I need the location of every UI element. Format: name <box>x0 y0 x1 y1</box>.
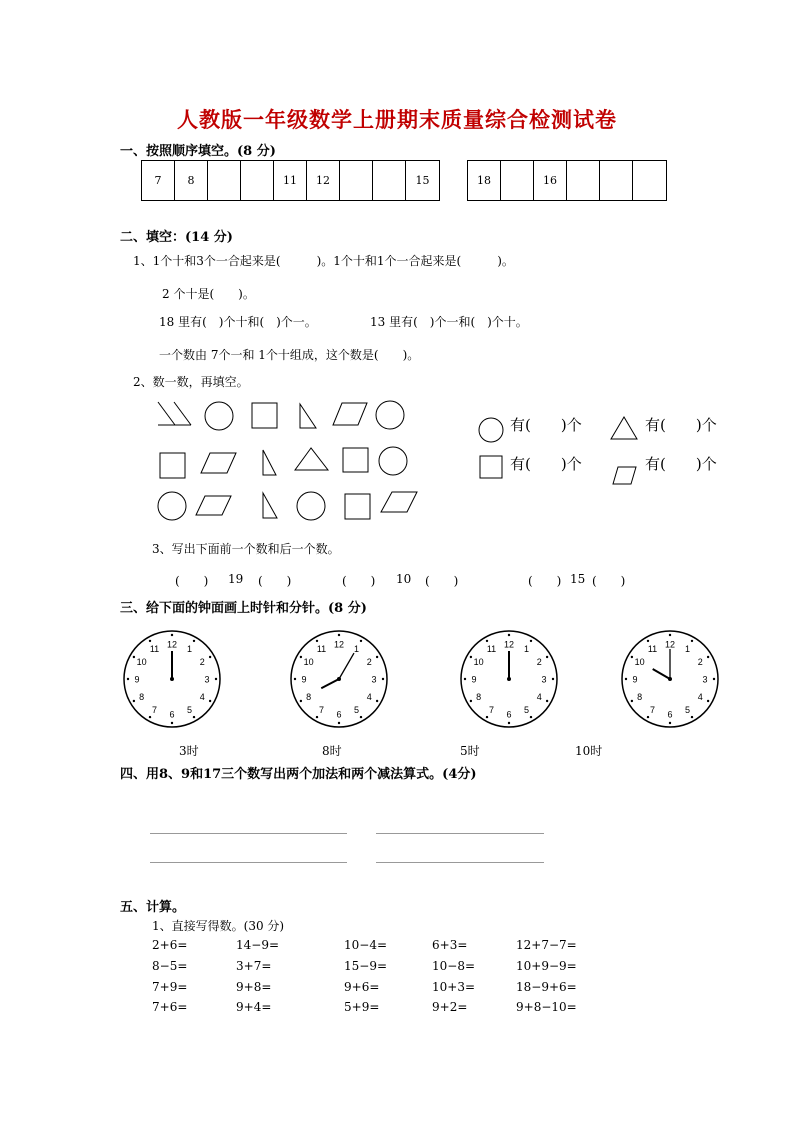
fill-line-3a: 18 里有( )个十和( )个一。 <box>159 315 317 329</box>
clock-tick <box>546 656 548 658</box>
section-1-heading: 一、按照顺序填空。(8 分) <box>120 144 276 159</box>
clock-tick <box>647 640 649 642</box>
arithmetic-item: 8−5= <box>152 959 188 973</box>
clock-tick <box>209 656 211 658</box>
sequence-a-cell: 7 <box>142 161 175 200</box>
arithmetic-item: 15−9= <box>344 959 388 973</box>
clock-numeral: 4 <box>366 692 372 702</box>
count-instruction: 2、数一数，再填空。 <box>133 375 249 389</box>
clock-tick <box>647 716 649 718</box>
clock-tick <box>316 716 318 718</box>
minute-hand <box>339 653 354 679</box>
clock-tick <box>486 716 488 718</box>
arithmetic-item: 9+6= <box>344 980 380 994</box>
clock-tick <box>376 700 378 702</box>
neighbor-2-pre: ( ) <box>342 574 376 588</box>
clock-numeral: 11 <box>316 644 327 655</box>
section-5-heading: 五、计算。 <box>120 900 186 915</box>
clock-tick <box>133 656 135 658</box>
clock-tick <box>171 634 173 636</box>
clock-numeral: 1 <box>523 644 530 655</box>
fill-line-3b: 13 里有( )个一和( )个十。 <box>370 315 528 329</box>
count-triangle-label: 有( )个 <box>645 416 717 434</box>
clock-numeral: 8 <box>306 692 312 702</box>
answer-line-4[interactable] <box>376 862 544 863</box>
clock-numeral: 8 <box>139 692 145 702</box>
clock-numeral: 3 <box>541 674 547 685</box>
clock-numeral: 4 <box>199 692 205 702</box>
clock-tick <box>707 700 709 702</box>
clock-numeral: 5 <box>186 704 193 715</box>
clock-numeral: 9 <box>134 674 140 685</box>
clock-numeral: 5 <box>353 704 360 715</box>
clock-tick <box>546 700 548 702</box>
neighbor-3-pre: ( ) <box>528 574 562 588</box>
clock-numeral: 2 <box>199 657 205 667</box>
clock-tick <box>631 700 633 702</box>
arithmetic-item: 5+9= <box>344 1000 380 1014</box>
answer-line-3[interactable] <box>150 862 347 863</box>
clock-tick <box>464 678 466 680</box>
section-3-heading: 三、给下面的钟面画上时针和分针。(8 分) <box>120 601 367 616</box>
neighbor-instruction: 3、写出下面前一个数和后一个数。 <box>152 542 340 556</box>
clock-tick <box>530 716 532 718</box>
clock-numeral: 7 <box>649 704 656 715</box>
page-title: 人教版一年级数学上册期末质量综合检测试卷 <box>177 107 617 132</box>
clock-numeral: 6 <box>667 709 673 720</box>
clock-numeral: 4 <box>536 692 542 702</box>
clock-numeral: 9 <box>471 674 477 685</box>
clock-tick <box>193 716 195 718</box>
clock-tick <box>193 640 195 642</box>
clock-numeral: 2 <box>536 657 542 667</box>
clock-numeral: 3 <box>702 674 708 685</box>
clock-tick <box>171 722 173 724</box>
count-square-label: 有( )个 <box>510 455 582 473</box>
clock-tick <box>209 700 211 702</box>
clock-tick <box>508 634 510 636</box>
clock-numeral: 6 <box>506 709 512 720</box>
clock-face[interactable] <box>124 631 220 727</box>
count-circle-label: 有( )个 <box>510 416 582 434</box>
clock-numeral: 3 <box>204 674 210 685</box>
clock-numeral: 11 <box>149 644 160 655</box>
sequence-a-cell: 8 <box>175 161 208 200</box>
arithmetic-item: 12+7−7= <box>516 938 577 952</box>
arithmetic-item: 9+8= <box>236 980 272 994</box>
arithmetic-item: 9+2= <box>432 1000 468 1014</box>
sequence-b-cell: 16 <box>534 161 567 200</box>
clock-numeral: 10 <box>473 657 484 667</box>
arithmetic-item: 7+9= <box>152 980 188 994</box>
clock-numeral: 11 <box>647 644 658 655</box>
clock-numeral: 2 <box>697 657 703 667</box>
fill-line-2: 2 个十是( )。 <box>162 287 255 301</box>
clock-face[interactable] <box>622 631 718 727</box>
clock-tick <box>316 640 318 642</box>
clock-numeral: 8 <box>476 692 482 702</box>
answer-line-2[interactable] <box>376 833 544 834</box>
clock-numeral: 6 <box>169 709 175 720</box>
clock-tick <box>338 722 340 724</box>
clock-tick <box>470 700 472 702</box>
clock-tick <box>691 640 693 642</box>
clock-center <box>170 677 174 681</box>
arithmetic-item: 10−8= <box>432 959 476 973</box>
clock-tick <box>486 640 488 642</box>
clock-tick <box>713 678 715 680</box>
clock-tick <box>215 678 217 680</box>
neighbor-1-number: 19 <box>228 572 244 586</box>
sequence-a-cell: 15 <box>415 174 430 187</box>
clock-tick <box>669 634 671 636</box>
clock-tick <box>470 656 472 658</box>
clock-tick <box>127 678 129 680</box>
clock-numeral: 5 <box>684 704 691 715</box>
clock-face[interactable] <box>291 631 387 727</box>
arithmetic-item: 10−4= <box>344 938 388 952</box>
calc-instruction: 1、直接写得数。(30 分) <box>152 919 285 933</box>
clock-numeral: 8 <box>637 692 643 702</box>
fill-line-4: 一个数由 7个一和 1个十组成，这个数是( )。 <box>159 348 420 362</box>
neighbor-2-number: 10 <box>396 572 412 586</box>
clock-tick <box>707 656 709 658</box>
clock-numeral: 6 <box>336 709 342 720</box>
clock-numeral: 12 <box>664 639 676 650</box>
clock-numeral: 1 <box>353 644 360 655</box>
clock-tick <box>382 678 384 680</box>
count-parallelogram-label: 有( )个 <box>645 455 717 473</box>
clock-numeral: 1 <box>684 644 691 655</box>
clock-numeral: 12 <box>503 639 515 650</box>
clock-numeral: 7 <box>488 704 495 715</box>
clock-numeral: 3 <box>371 674 377 685</box>
clock-tick <box>338 634 340 636</box>
clock-numeral: 7 <box>318 704 325 715</box>
clock-tick <box>508 722 510 724</box>
arithmetic-item: 9+4= <box>236 1000 272 1014</box>
arithmetic-item: 10+9−9= <box>516 959 577 973</box>
clock-face[interactable] <box>461 631 557 727</box>
neighbor-1-post: ( ) <box>258 574 292 588</box>
clock-tick <box>300 700 302 702</box>
clock-tick <box>631 656 633 658</box>
clock-numeral: 9 <box>632 674 638 685</box>
section-4-heading: 四、用8、9和17三个数写出两个加法和两个减法算式。(4分) <box>120 767 477 782</box>
clock-tick <box>300 656 302 658</box>
clock-tick <box>552 678 554 680</box>
neighbor-3-post: ( ) <box>592 574 626 588</box>
clock-numeral: 10 <box>634 657 645 667</box>
clock-tick <box>133 700 135 702</box>
clock-tick <box>691 716 693 718</box>
clock-1-label: 3时 <box>179 744 199 758</box>
clock-4-label: 10时 <box>575 744 603 758</box>
arithmetic-item: 18−9+6= <box>516 980 577 994</box>
clock-numeral: 5 <box>523 704 530 715</box>
sequence-b-cell: 18 <box>468 161 501 200</box>
hour-hand <box>653 669 670 679</box>
clock-numeral: 4 <box>697 692 703 702</box>
clock-tick <box>625 678 627 680</box>
clock-numeral: 12 <box>166 639 178 650</box>
arithmetic-item: 10+3= <box>432 980 476 994</box>
clock-center <box>668 677 672 681</box>
hour-hand <box>321 679 339 688</box>
clock-numeral: 10 <box>136 657 147 667</box>
arithmetic-item: 7+6= <box>152 1000 188 1014</box>
clock-2-label: 8时 <box>322 744 342 758</box>
sequence-a-cell: 12 <box>307 161 340 200</box>
clock-numeral: 10 <box>303 657 314 667</box>
clock-3-label: 5时 <box>460 744 480 758</box>
answer-line-1[interactable] <box>150 833 347 834</box>
clock-center <box>337 677 341 681</box>
clock-center <box>507 677 511 681</box>
neighbor-3-number: 15 <box>570 572 586 586</box>
arithmetic-item: 6+3= <box>432 938 468 952</box>
clock-numeral: 12 <box>333 639 345 650</box>
clock-numeral: 1 <box>186 644 193 655</box>
clock-numeral: 11 <box>486 644 497 655</box>
arithmetic-item: 9+8−10= <box>516 1000 577 1014</box>
clock-numeral: 2 <box>366 657 372 667</box>
clock-tick <box>149 640 151 642</box>
neighbor-2-post: ( ) <box>425 574 459 588</box>
clock-tick <box>669 722 671 724</box>
clock-tick <box>530 640 532 642</box>
clock-tick <box>294 678 296 680</box>
clock-tick <box>360 640 362 642</box>
clock-numeral: 7 <box>151 704 158 715</box>
neighbor-1-pre: ( ) <box>175 574 209 588</box>
section-2-heading: 二、填空：(14 分) <box>120 230 233 245</box>
arithmetic-item: 14−9= <box>236 938 280 952</box>
sequence-a-cell: 11 <box>274 161 307 200</box>
arithmetic-item: 2+6= <box>152 938 188 952</box>
clock-tick <box>149 716 151 718</box>
clock-tick <box>376 656 378 658</box>
fill-line-1: 1、1个十和3个一合起来是( )。1个十和1个一合起来是( )。 <box>133 254 514 268</box>
clock-tick <box>360 716 362 718</box>
clock-numeral: 9 <box>301 674 307 685</box>
arithmetic-item: 3+7= <box>236 959 272 973</box>
